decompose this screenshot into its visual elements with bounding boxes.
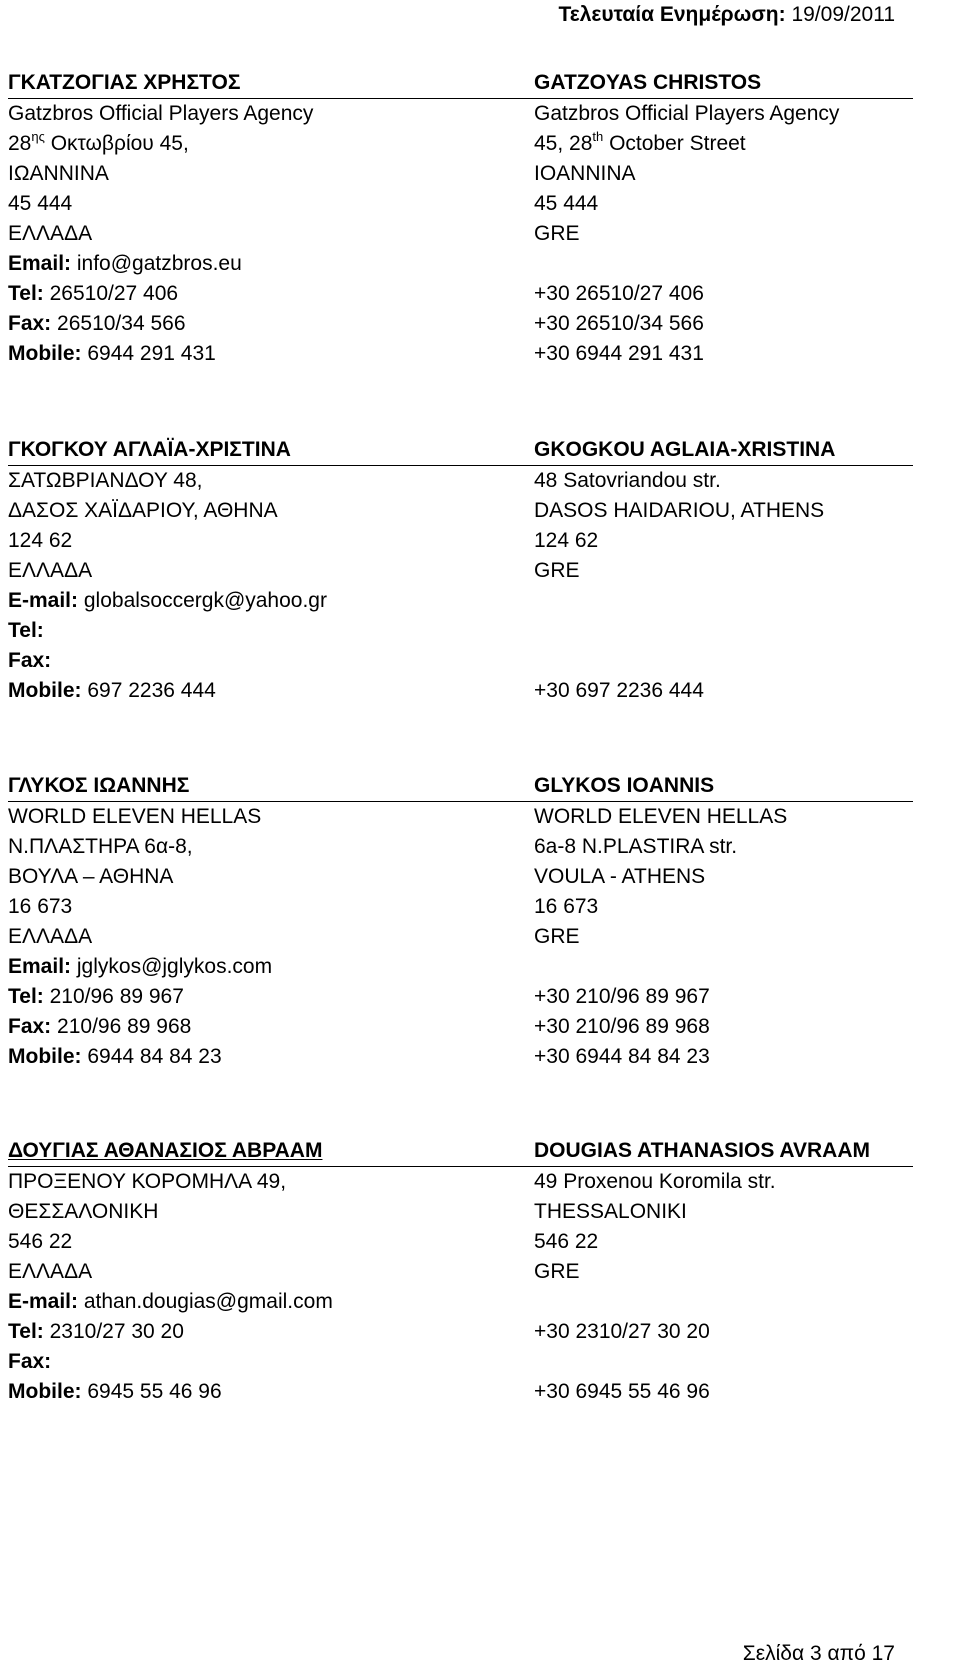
zip-english: 16 673 xyxy=(534,895,599,918)
mobile-label: Mobile: xyxy=(8,1045,82,1068)
contact-name-row xyxy=(8,68,913,99)
contact-entry xyxy=(8,68,913,369)
contact-name-greek: ΓΚΟΓΚΟΥ ΑΓΛΑΪΑ-ΧΡΙΣΤΙΝΑ xyxy=(8,438,291,461)
city-row xyxy=(8,159,913,189)
contact-name-greek: ΓΛΥΚΟΣ ΙΩΑΝΝΗΣ xyxy=(8,774,190,797)
email-address[interactable]: jglykos@jglykos.com xyxy=(76,955,273,978)
organization-row xyxy=(8,99,913,129)
address-row xyxy=(8,466,913,496)
fax-row xyxy=(8,646,913,676)
organization-english: WORLD ELEVEN HELLAS xyxy=(534,805,788,828)
tel-label: Tel: xyxy=(8,985,44,1008)
fax-label: Fax: xyxy=(8,1350,52,1373)
email-label: Email: xyxy=(8,955,72,978)
city-greek: ΔΑΣΟΣ ΧΑΪΔΑΡΙΟΥ, ΑΘΗΝΑ xyxy=(8,499,278,522)
contact-name-greek: ΔΟΥΓΙΑΣ ΑΘΑΝΑΣΙΟΣ ΑΒΡΑΑΜ xyxy=(8,1139,323,1162)
address-greek: Ν.ΠΛΑΣΤΗΡΑ 6α-8, xyxy=(8,835,193,858)
zip-english: 45 444 xyxy=(534,192,599,215)
country-english: GRE xyxy=(534,925,580,948)
email-label: E-mail: xyxy=(8,589,79,612)
zip-greek: 45 444 xyxy=(8,192,73,215)
tel-row xyxy=(8,616,913,646)
organization-greek: Gatzbros Official Players Agency xyxy=(8,102,314,125)
contact-name-row xyxy=(8,435,913,466)
contact-name-english: DOUGIAS ATHANASIOS AVRAAM xyxy=(534,1139,870,1162)
address-english: 49 Proxenou Koromila str. xyxy=(534,1170,776,1193)
tel-row xyxy=(8,279,913,309)
email-label: E-mail: xyxy=(8,1290,79,1313)
fax-label: Fax: xyxy=(8,1015,52,1038)
mobile-number-intl: +30 697 2236 444 xyxy=(534,679,704,702)
city-english: IOANNINA xyxy=(534,162,636,185)
city-english: VOULA - ATHENS xyxy=(534,865,706,888)
city-row xyxy=(8,496,913,526)
country-greek: ΕΛΛΑΔΑ xyxy=(8,559,93,582)
zip-row xyxy=(8,189,913,219)
zip-greek: 16 673 xyxy=(8,895,73,918)
tel-label: Tel: xyxy=(8,1320,44,1343)
address-english: 6a-8 N.PLASTIRA str. xyxy=(534,835,738,858)
mobile-row xyxy=(8,339,913,369)
city-greek: ΘΕΣΣΑΛΟΝΙΚΗ xyxy=(8,1200,159,1223)
email-address[interactable]: athan.dougias@gmail.com xyxy=(83,1290,333,1313)
country-row xyxy=(8,556,913,586)
mobile-number: 6945 55 46 96 xyxy=(87,1380,222,1403)
tel-number: 210/96 89 967 xyxy=(49,985,184,1008)
mobile-number: 6944 291 431 xyxy=(87,342,216,365)
page-number: Σελίδα 3 από 17 xyxy=(742,1642,895,1665)
email-label: Email: xyxy=(8,252,72,275)
mobile-label: Mobile: xyxy=(8,679,82,702)
tel-row xyxy=(8,982,913,1012)
mobile-label: Mobile: xyxy=(8,342,82,365)
tel-row xyxy=(8,1317,913,1347)
tel-number: 2310/27 30 20 xyxy=(49,1320,184,1343)
organization-row xyxy=(8,802,913,832)
fax-row xyxy=(8,1347,913,1377)
mobile-number: 6944 84 84 23 xyxy=(87,1045,222,1068)
contact-entry xyxy=(8,435,913,706)
email-address[interactable]: info@gatzbros.eu xyxy=(76,252,242,275)
email-address[interactable]: globalsoccergk@yahoo.gr xyxy=(83,589,327,612)
mobile-number-intl: +30 6944 291 431 xyxy=(534,342,704,365)
contact-name-row xyxy=(8,1136,913,1167)
mobile-row xyxy=(8,676,913,706)
zip-greek: 124 62 xyxy=(8,529,73,552)
address-row xyxy=(8,832,913,862)
fax-label: Fax: xyxy=(8,649,52,672)
contact-name-english: GKOGKOU AGLAIA-XRISTINA xyxy=(534,438,836,461)
city-greek: ΙΩΑΝΝΙΝΑ xyxy=(8,162,109,185)
country-row xyxy=(8,922,913,952)
address-greek: ΣΑΤΩΒΡΙΑΝΔΟΥ 48, xyxy=(8,469,203,492)
address-greek: ΠΡΟΞΕΝΟΥ ΚΟΡΟΜΗΛΑ 49, xyxy=(8,1170,287,1193)
mobile-row xyxy=(8,1377,913,1407)
fax-number: 210/96 89 968 xyxy=(57,1015,192,1038)
contact-name-english: GLYKOS IOANNIS xyxy=(534,774,715,797)
mobile-label: Mobile: xyxy=(8,1380,82,1403)
city-row xyxy=(8,862,913,892)
fax-number-intl: +30 210/96 89 968 xyxy=(534,1015,710,1038)
city-english: DASOS HAIDARIOU, ATHENS xyxy=(534,499,825,522)
email-row xyxy=(8,1287,913,1317)
tel-label: Tel: xyxy=(8,619,44,642)
fax-number: 26510/34 566 xyxy=(57,312,186,335)
last-update-label: Τελευταία Ενημέρωση: xyxy=(558,3,786,26)
country-greek: ΕΛΛΑΔΑ xyxy=(8,1260,93,1283)
organization-greek: WORLD ELEVEN HELLAS xyxy=(8,805,262,828)
contact-name-row xyxy=(8,771,913,802)
fax-row xyxy=(8,1012,913,1042)
zip-row xyxy=(8,1227,913,1257)
country-english: GRE xyxy=(534,559,580,582)
address-greek: $28^{\eta\varsigma}$ Οκτωβρίου 45, xyxy=(8,129,189,155)
city-greek: ΒΟΥΛΑ – ΑΘΗΝΑ xyxy=(8,865,174,888)
mobile-row xyxy=(8,1042,913,1072)
fax-number-intl: +30 26510/34 566 xyxy=(534,312,704,335)
organization-english: Gatzbros Official Players Agency xyxy=(534,102,840,125)
city-row xyxy=(8,1197,913,1227)
fax-label: Fax: xyxy=(8,312,52,335)
contact-entry xyxy=(8,771,913,1072)
zip-english: 546 22 xyxy=(534,1230,599,1253)
fax-row xyxy=(8,309,913,339)
contact-entry xyxy=(8,1136,913,1407)
tel-number-intl: +30 26510/27 406 xyxy=(534,282,704,305)
country-row xyxy=(8,219,913,249)
country-row xyxy=(8,1257,913,1287)
zip-row xyxy=(8,892,913,922)
address-row xyxy=(8,129,913,159)
mobile-number: 697 2236 444 xyxy=(87,679,216,702)
email-row xyxy=(8,249,913,279)
last-update-header xyxy=(558,3,895,27)
mobile-number-intl: +30 6945 55 46 96 xyxy=(534,1380,710,1403)
zip-row xyxy=(8,526,913,556)
contact-name-english: GATZOYAS CHRISTOS xyxy=(534,71,762,94)
tel-number-intl: +30 210/96 89 967 xyxy=(534,985,710,1008)
mobile-number-intl: +30 6944 84 84 23 xyxy=(534,1045,710,1068)
address-english: 45, 28th October Street xyxy=(534,129,746,155)
country-english: GRE xyxy=(534,222,580,245)
country-greek: ΕΛΛΑΔΑ xyxy=(8,925,93,948)
address-row xyxy=(8,1167,913,1197)
email-row xyxy=(8,586,913,616)
country-greek: ΕΛΛΑΔΑ xyxy=(8,222,93,245)
zip-english: 124 62 xyxy=(534,529,599,552)
last-update-date: 19/09/2011 xyxy=(791,3,895,26)
address-english: 48 Satovriandou str. xyxy=(534,469,721,492)
tel-number-intl: +30 2310/27 30 20 xyxy=(534,1320,710,1343)
zip-greek: 546 22 xyxy=(8,1230,73,1253)
country-english: GRE xyxy=(534,1260,580,1283)
contact-name-greek: ΓΚΑΤΖΟΓΙΑΣ ΧΡΗΣΤΟΣ xyxy=(8,71,241,94)
city-english: THESSALONIKI xyxy=(534,1200,687,1223)
tel-label: Tel: xyxy=(8,282,44,305)
email-row xyxy=(8,952,913,982)
tel-number: 26510/27 406 xyxy=(49,282,179,305)
